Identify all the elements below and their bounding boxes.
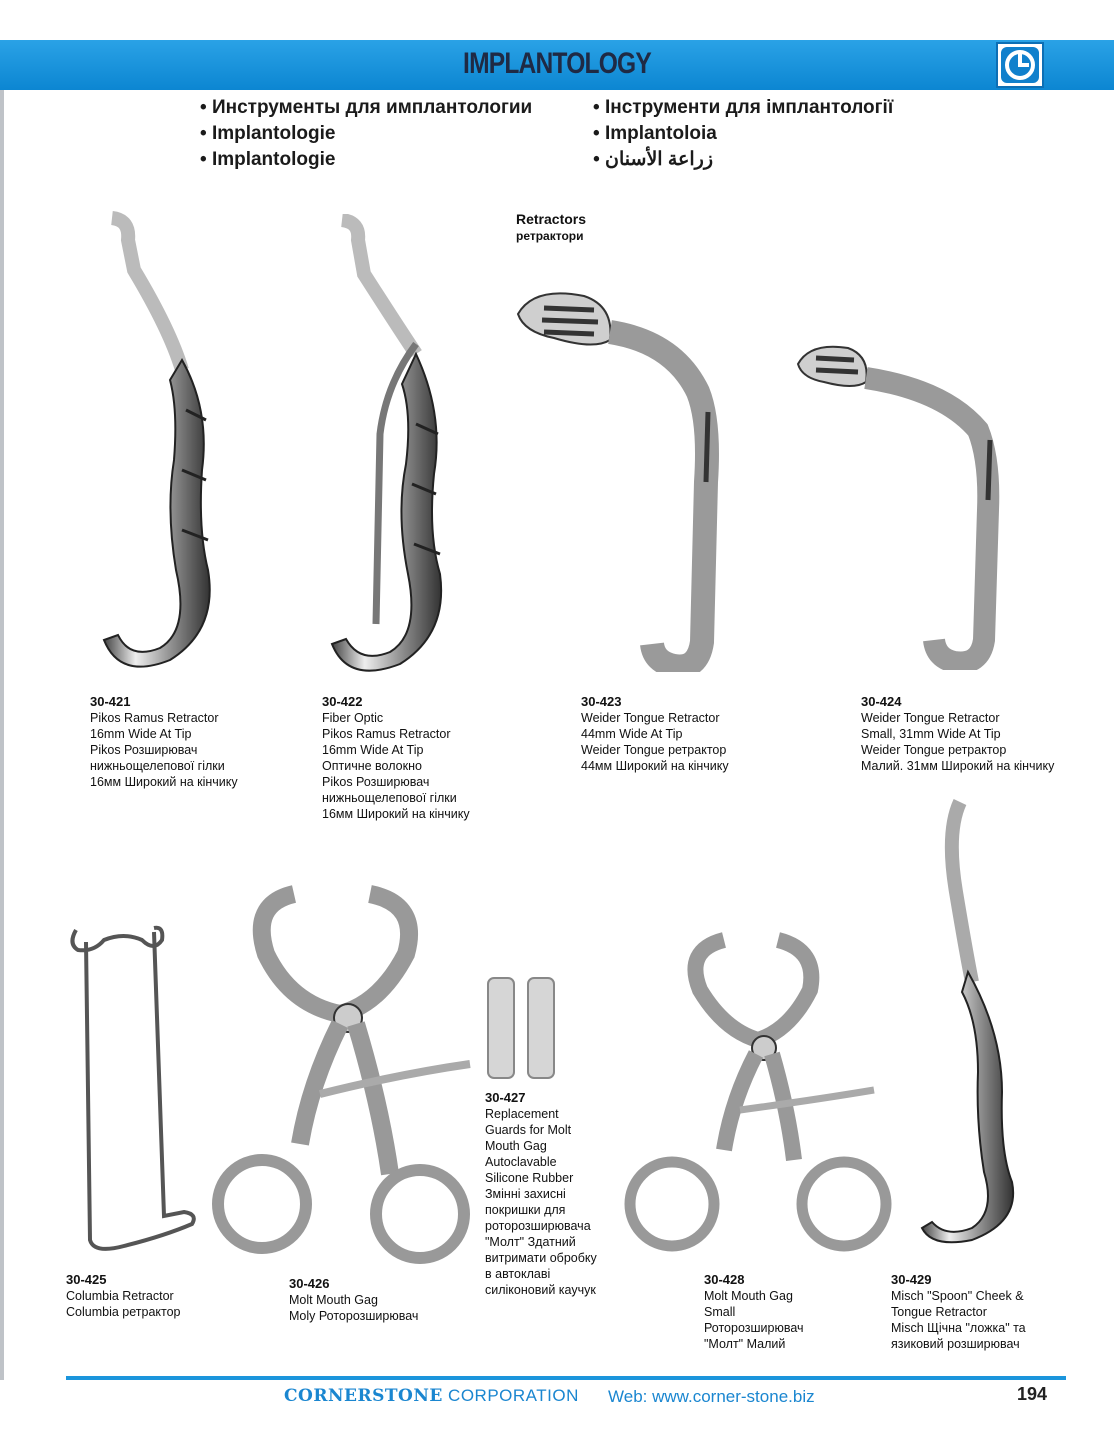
molt-mouth-gag-image [210,884,480,1274]
product-description-line: 16мм Широкий на кінчику [322,807,470,821]
product-caption-30-424 [861,694,1054,774]
page-frame [0,40,4,1380]
product-description-line: покришки для [485,1203,566,1217]
language-list-left [200,95,532,173]
product-caption-30-423 [581,694,729,774]
product-description-line: Weider Tongue Retractor [861,711,1000,725]
product-description-line: Weider Tongue ретрактор [861,743,1007,757]
replacement-guards-image [484,972,564,1084]
product-description-line: Weider Tongue ретрактор [581,743,727,757]
language-item-russian: • Инструменты для имплантологии [200,95,532,121]
product-description-line: "Молт" Малий [704,1337,786,1351]
product-description-line: роторозширювача [485,1219,591,1233]
product-description-line: в автоклаві [485,1267,551,1281]
product-description-line: Pikos Розширювач [90,743,198,757]
product-caption-30-429 [891,1272,1026,1352]
product-description-line: Molt Mouth Gag [704,1289,793,1303]
product-description-line: Mouth Gag [485,1139,547,1153]
weider-tongue-retractor-image [514,282,724,672]
product-description-line: Pikos Ramus Retractor [90,711,219,725]
product-code: 30-426 [289,1276,330,1291]
product-code: 30-429 [891,1272,932,1287]
weider-tongue-retractor-small-image [794,340,1004,670]
language-item-ukrainian: • Інструменти для імплантології [593,95,893,121]
product-description-line: Weider Tongue Retractor [581,711,720,725]
product-description-line: Роторозширювач [704,1321,804,1335]
product-description-line: Columbia ретрактор [66,1305,181,1319]
product-description-line: Autoclavable [485,1155,557,1169]
product-description-line: 16mm Wide At Tip [90,727,192,741]
product-description-line: Оптичне волокно [322,759,422,773]
misch-spoon-retractor-image [912,792,1032,1252]
product-code: 30-422 [322,694,363,709]
product-description-line: Guards for Molt [485,1123,572,1137]
product-description-line: нижньощелепової гілки [322,791,457,805]
product-caption-30-421 [90,694,238,790]
section-title-uk: ретрактори [516,229,584,243]
product-code: 30-423 [581,694,622,709]
product-description-line: 44мм Широкий на кінчику [581,759,729,773]
product-description-line: силіконовий каучук [485,1283,596,1297]
product-description-line: язиковий розширювач [891,1337,1020,1351]
product-code: 30-424 [861,694,902,709]
fiber-optic-retractor-image [316,214,466,684]
product-description-line: 16мм Широкий на кінчику [90,775,238,789]
product-description-line: Pikos Ramus Retractor [322,727,451,741]
footer-company [284,1386,579,1406]
product-description-line: Small, 31mm Wide At Tip [861,727,1001,741]
product-description-line: Pikos Розширювач [322,775,430,789]
product-caption-30-425 [66,1272,181,1320]
footer-company-suffix: CORPORATION [442,1386,579,1405]
product-description-line: Molt Mouth Gag [289,1293,378,1307]
product-description-line: 44mm Wide At Tip [581,727,683,741]
product-description-line: Misch "Spoon" Cheek & [891,1289,1024,1303]
language-item-arabic: زراعة الأسنان • [593,147,713,173]
product-caption-30-422 [322,694,470,822]
language-list-right [593,95,893,173]
product-description-line: "Молт" Здатний [485,1235,576,1249]
product-code: 30-428 [704,1272,745,1287]
product-code: 30-425 [66,1272,107,1287]
product-description-line: Moly Роторозширювач [289,1309,419,1323]
section-title-en: Retractors [516,211,587,227]
molt-mouth-gag-small-image [614,930,904,1260]
columbia-retractor-image [64,920,204,1260]
product-caption-30-428 [704,1272,804,1352]
cornerstone-logo-icon [996,42,1044,88]
pikos-ramus-retractor-image [90,210,230,680]
footer-company-name: CORNERSTONE [284,1386,443,1406]
page-title: IMPLANTOLOGY [463,47,651,80]
product-description-line: Tongue Retractor [891,1305,987,1319]
product-description-line: нижньощелепової гілки [90,759,225,773]
product-description-line: витримати обробку [485,1251,597,1265]
product-code: 30-421 [90,694,131,709]
product-description-line: Misch Щічна "ложка" та [891,1321,1026,1335]
language-item-french: • Implantologie [200,147,532,173]
footer-rule [66,1376,1066,1380]
product-description-line: Columbia Retractor [66,1289,174,1303]
language-item-german: • Implantologie [200,121,532,147]
product-caption-30-427 [485,1090,597,1298]
product-code: 30-427 [485,1090,526,1105]
language-item-italian: • Implantoloia [593,121,893,147]
footer-website-link[interactable]: Web: www.corner-stone.biz [608,1387,815,1406]
product-description-line: 16mm Wide At Tip [322,743,424,757]
product-description-line: Fiber Optic [322,711,384,725]
product-description-line: Малий. 31мм Широкий на кінчику [861,759,1055,773]
product-caption-30-426 [289,1276,418,1324]
product-description-line: Small [704,1305,736,1319]
product-description-line: Silicone Rubber [485,1171,574,1185]
section-title [516,211,586,245]
product-description-line: Змінні захисні [485,1187,566,1201]
page-number: 194 [1017,1384,1048,1404]
product-description-line: Replacement [485,1107,559,1121]
